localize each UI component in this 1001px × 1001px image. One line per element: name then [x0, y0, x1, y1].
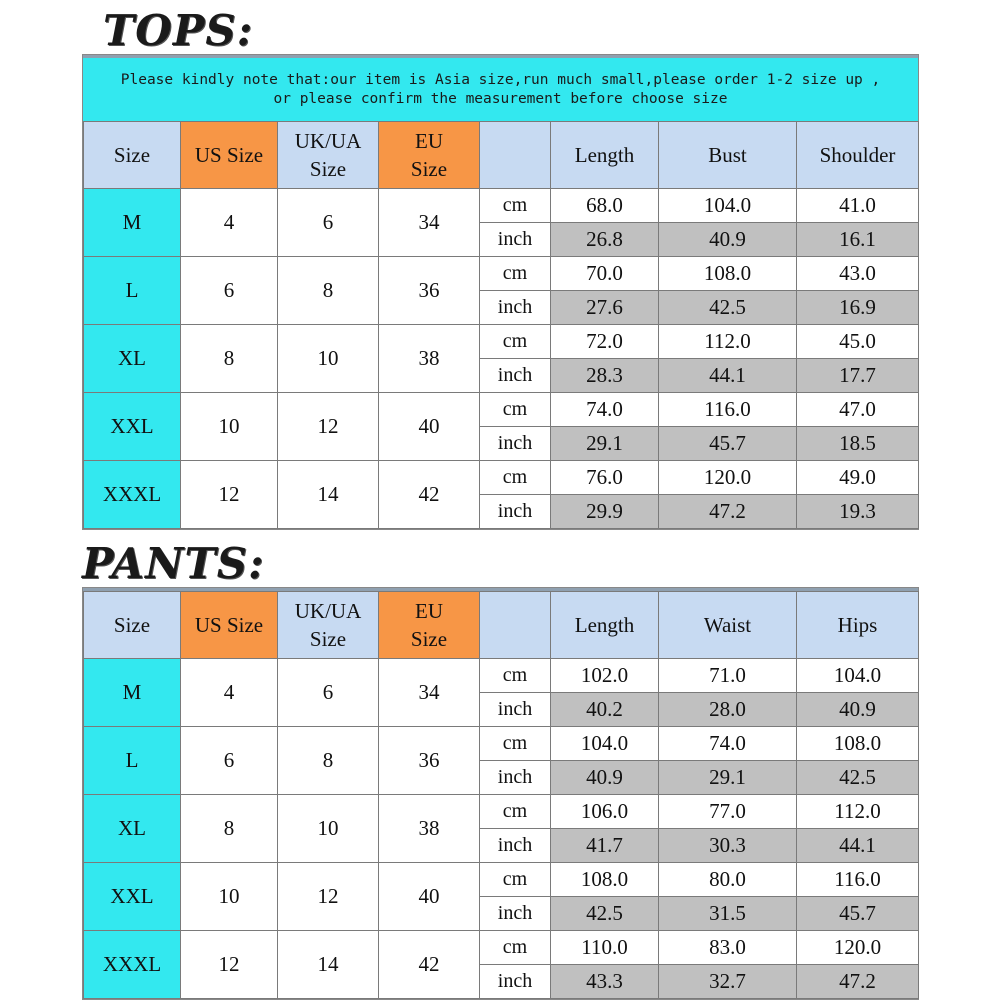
inch-value: 44.1 [797, 829, 919, 863]
eu-size-value: 38 [379, 325, 480, 393]
pants-title: PANTS: [82, 539, 265, 588]
inch-value: 40.9 [551, 761, 659, 795]
header-uk-size [278, 592, 379, 659]
unit-inch-label: inch [480, 359, 551, 393]
table-row [84, 659, 919, 693]
header-uk-size [278, 122, 379, 189]
table-row [84, 727, 919, 761]
cm-value: 70.0 [551, 257, 659, 291]
cm-value: 110.0 [551, 931, 659, 965]
pants-size-chart [82, 587, 919, 1000]
tops-header-row [84, 122, 919, 189]
us-size-value: 4 [181, 189, 278, 257]
table-row [84, 325, 919, 359]
header-measure-3: Hips [797, 592, 919, 659]
us-size-value: 12 [181, 931, 278, 999]
size-label: XXXL [84, 931, 181, 999]
uk-size-value: 6 [278, 189, 379, 257]
header-eu-line-2: Size [410, 157, 448, 181]
inch-value: 18.5 [797, 427, 919, 461]
header-unit-blank [480, 592, 551, 659]
header-uk-line-2: Size [309, 157, 347, 181]
cm-value: 116.0 [659, 393, 797, 427]
header-unit-blank [480, 122, 551, 189]
cm-value: 76.0 [551, 461, 659, 495]
header-measure-1: Length [551, 122, 659, 189]
header-measure-2: Bust [659, 122, 797, 189]
size-label: XXL [84, 863, 181, 931]
inch-value: 40.2 [551, 693, 659, 727]
cm-value: 74.0 [659, 727, 797, 761]
cm-value: 108.0 [659, 257, 797, 291]
size-label: M [84, 189, 181, 257]
size-label: M [84, 659, 181, 727]
size-label: L [84, 257, 181, 325]
inch-value: 45.7 [659, 427, 797, 461]
table-row [84, 461, 919, 495]
unit-inch-label: inch [480, 897, 551, 931]
inch-value: 26.8 [551, 223, 659, 257]
cm-value: 49.0 [797, 461, 919, 495]
cm-value: 116.0 [797, 863, 919, 897]
size-label: XL [84, 325, 181, 393]
table-row [84, 795, 919, 829]
inch-value: 29.1 [659, 761, 797, 795]
unit-cm-label: cm [480, 659, 551, 693]
header-size: Size [84, 592, 181, 659]
unit-cm-label: cm [480, 931, 551, 965]
unit-cm-label: cm [480, 461, 551, 495]
size-label: XXXL [84, 461, 181, 529]
uk-size-value: 12 [278, 393, 379, 461]
eu-size-value: 36 [379, 257, 480, 325]
cm-value: 102.0 [551, 659, 659, 693]
tops-title: TOPS: [103, 6, 254, 55]
unit-inch-label: inch [480, 291, 551, 325]
inch-value: 16.1 [797, 223, 919, 257]
eu-size-value: 42 [379, 931, 480, 999]
size-notice [83, 55, 918, 121]
inch-value: 45.7 [797, 897, 919, 931]
table-row [84, 931, 919, 965]
uk-size-value: 10 [278, 795, 379, 863]
header-eu-size [379, 122, 480, 189]
inch-value: 43.3 [551, 965, 659, 999]
us-size-value: 4 [181, 659, 278, 727]
table-row [84, 189, 919, 223]
uk-size-value: 10 [278, 325, 379, 393]
header-eu-line-1: EU [415, 599, 443, 623]
cm-value: 120.0 [659, 461, 797, 495]
header-measure-1: Length [551, 592, 659, 659]
inch-value: 28.0 [659, 693, 797, 727]
unit-inch-label: inch [480, 965, 551, 999]
cm-value: 43.0 [797, 257, 919, 291]
unit-cm-label: cm [480, 727, 551, 761]
uk-size-value: 6 [278, 659, 379, 727]
cm-value: 80.0 [659, 863, 797, 897]
notice-line-1: Please kindly note that:our item is Asia size,run much small,please order 1-2 size up , [120, 71, 881, 88]
cm-value: 108.0 [797, 727, 919, 761]
uk-size-value: 14 [278, 461, 379, 529]
cm-value: 83.0 [659, 931, 797, 965]
inch-value: 32.7 [659, 965, 797, 999]
uk-size-value: 8 [278, 257, 379, 325]
pants-header-row [84, 592, 919, 659]
unit-cm-label: cm [480, 189, 551, 223]
unit-inch-label: inch [480, 495, 551, 529]
header-eu-size [379, 592, 480, 659]
uk-size-value: 14 [278, 931, 379, 999]
eu-size-value: 34 [379, 659, 480, 727]
unit-inch-label: inch [480, 693, 551, 727]
eu-size-value: 38 [379, 795, 480, 863]
header-uk-line-1: UK/UA [294, 599, 362, 623]
cm-value: 108.0 [551, 863, 659, 897]
us-size-value: 8 [181, 325, 278, 393]
header-us-size: US Size [181, 122, 278, 189]
inch-value: 42.5 [659, 291, 797, 325]
eu-size-value: 40 [379, 863, 480, 931]
size-label: XL [84, 795, 181, 863]
inch-value: 17.7 [797, 359, 919, 393]
eu-size-value: 40 [379, 393, 480, 461]
cm-value: 71.0 [659, 659, 797, 693]
cm-value: 45.0 [797, 325, 919, 359]
tops-size-chart [82, 54, 919, 530]
size-label: L [84, 727, 181, 795]
inch-value: 40.9 [659, 223, 797, 257]
cm-value: 112.0 [659, 325, 797, 359]
us-size-value: 6 [181, 727, 278, 795]
unit-cm-label: cm [480, 863, 551, 897]
inch-value: 16.9 [797, 291, 919, 325]
inch-value: 42.5 [797, 761, 919, 795]
inch-value: 31.5 [659, 897, 797, 931]
us-size-value: 10 [181, 393, 278, 461]
cm-value: 112.0 [797, 795, 919, 829]
table-row [84, 257, 919, 291]
inch-value: 47.2 [797, 965, 919, 999]
header-eu-line-2: Size [410, 627, 448, 651]
inch-value: 42.5 [551, 897, 659, 931]
inch-value: 28.3 [551, 359, 659, 393]
uk-size-value: 12 [278, 863, 379, 931]
cm-value: 106.0 [551, 795, 659, 829]
us-size-value: 8 [181, 795, 278, 863]
header-measure-3: Shoulder [797, 122, 919, 189]
unit-cm-label: cm [480, 393, 551, 427]
unit-cm-label: cm [480, 325, 551, 359]
eu-size-value: 36 [379, 727, 480, 795]
inch-value: 44.1 [659, 359, 797, 393]
unit-inch-label: inch [480, 223, 551, 257]
us-size-value: 12 [181, 461, 278, 529]
unit-inch-label: inch [480, 761, 551, 795]
size-label: XXL [84, 393, 181, 461]
cm-value: 74.0 [551, 393, 659, 427]
unit-cm-label: cm [480, 257, 551, 291]
header-uk-line-1: UK/UA [294, 129, 362, 153]
tops-table [83, 121, 919, 529]
us-size-value: 6 [181, 257, 278, 325]
unit-inch-label: inch [480, 829, 551, 863]
cm-value: 104.0 [659, 189, 797, 223]
uk-size-value: 8 [278, 727, 379, 795]
header-eu-line-1: EU [415, 129, 443, 153]
inch-value: 30.3 [659, 829, 797, 863]
header-uk-line-2: Size [309, 627, 347, 651]
header-measure-2: Waist [659, 592, 797, 659]
inch-value: 47.2 [659, 495, 797, 529]
inch-value: 27.6 [551, 291, 659, 325]
eu-size-value: 34 [379, 189, 480, 257]
table-row [84, 393, 919, 427]
unit-cm-label: cm [480, 795, 551, 829]
us-size-value: 10 [181, 863, 278, 931]
cm-value: 120.0 [797, 931, 919, 965]
cm-value: 77.0 [659, 795, 797, 829]
cm-value: 68.0 [551, 189, 659, 223]
eu-size-value: 42 [379, 461, 480, 529]
cm-value: 104.0 [551, 727, 659, 761]
inch-value: 40.9 [797, 693, 919, 727]
unit-inch-label: inch [480, 427, 551, 461]
cm-value: 104.0 [797, 659, 919, 693]
notice-line-2: or please confirm the measurement before choose size [273, 90, 728, 107]
cm-value: 72.0 [551, 325, 659, 359]
pants-table [83, 591, 919, 999]
cm-value: 47.0 [797, 393, 919, 427]
inch-value: 19.3 [797, 495, 919, 529]
header-size: Size [84, 122, 181, 189]
header-us-size: US Size [181, 592, 278, 659]
inch-value: 41.7 [551, 829, 659, 863]
table-row [84, 863, 919, 897]
inch-value: 29.1 [551, 427, 659, 461]
inch-value: 29.9 [551, 495, 659, 529]
cm-value: 41.0 [797, 189, 919, 223]
